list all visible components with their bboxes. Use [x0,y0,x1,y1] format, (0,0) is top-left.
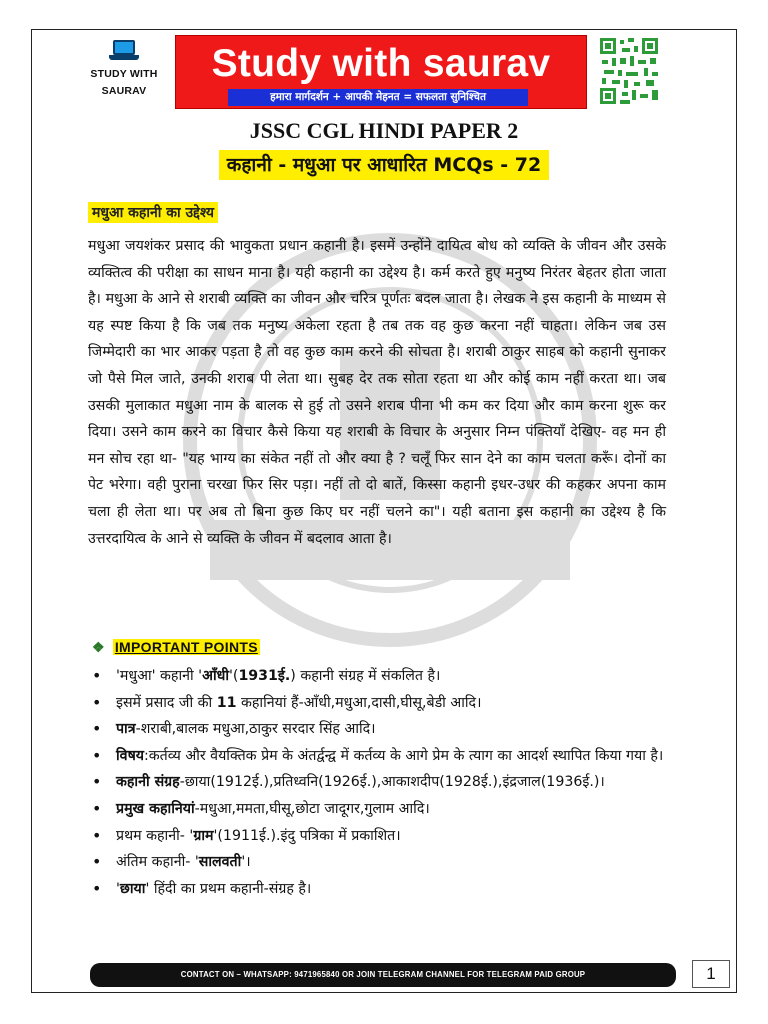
important-points-label: IMPORTANT POINTS [114,639,258,655]
banner-tagline: हमारा मार्गदर्शन + आपकी मेहनत = सफलता सुनिश्चित [228,89,528,106]
list-item: • पात्र-शराबी,बालक मधुआ,ठाकुर सरदार सिंह आदि। [92,716,672,743]
important-points-heading [92,639,260,656]
list-item: • 'मधुआ' कहानी 'आँधी'(1931ई.) कहानी संग्रह में संकलित है। [92,663,672,690]
star-bullet-icon: ❖ [92,639,105,655]
list-item: • अंतिम कहानी- 'सालवती'। [92,849,672,876]
brand-logo [88,36,160,106]
laptop-icon [109,40,139,62]
footer-contact-bar [90,963,676,987]
page-subtitle: कहानी - मधुआ पर आधारित MCQs - 72 [219,150,549,180]
banner-title: Study with saurav [211,42,551,85]
list-item: • 'छाया' हिंदी का प्रथम कहानी-संग्रह है। [92,876,672,903]
footer-contact-text: CONTACT ON – WHATSAPP: 9471965840 OR JOIN TELEGRAM CHANNEL FOR TELEGRAM PAID GROUP [180,970,586,979]
page-number: 1 [692,960,730,988]
body-paragraph: मधुआ जयशंकर प्रसाद की भावुकता प्रधान कहानी है। इसमें उन्होंने दायित्व बोध को व्यक्ति के जीवन और उसके व्यक्तित्व की परीक्षा का साधन माना है। यही कहानी का उद्देश्य है। कर्म करते हुए मनुष्य निरंतर बेहतर होता जाता है। मधुआ के आने से शराबी व्यक्ति का जीवन और चरित्र पूर्णतः बदल जाता है। लेखक ने इस कहानी के माध्यम से यह स्पष्ट किया है कि जब तक मनुष्य अकेला रहता है तब तक वह कुछ करना नहीं चाहता। लेकिन जब उस जिम्मेदारी का भार आकर पड़ता है तो वह कुछ काम करने की सोचता है। शराबी ठाकुर साहब को कहानी सुनाकर जो पैसे मिल जाते, उनकी शराब पी लेता था। सुबह देर तक सोता रहता था और कोई काम नहीं करता था। जब उसकी मुलाकात मधुआ नाम के बालक से हुई तो उसने शराब पीना भी कम कर दिया और काम करना शुरू कर दिया। उसने काम करने का विचार कैसे किया यह शराबी के विचार के अनुसार निम्न पंक्तियाँ देखिए- वह मन ही मन सोच रहा था- "यह भाग्य का संकेत नहीं तो और क्या है ? चलूँ फिर सान देने का काम चलता करूँ। दोनों का पेट भरेगा। वही पुराना चरखा फिर सिर पड़ा। नहीं तो दो बातें, किस्सा कहानी इधर-उधर की कहकर अपना काम चला ही लेता था। पर अब तो बिना कुछ किए घर नहीं चलने का"। यही बताना इस कहानी का उद्देश्य है कि उत्तरदायित्व के आने से व्यक्ति के जीवन में बदलाव आता है। [88,238,666,547]
header-banner [175,35,587,109]
qr-code-icon[interactable] [598,36,660,106]
section-heading: मधुआ कहानी का उद्देश्य [88,202,218,223]
important-points-list [92,663,672,902]
list-item: • प्रमुख कहानियां-मधुआ,ममता,घीसू,छोटा जादूगर,गुलाम आदि। [92,796,672,823]
list-item: • कहानी संग्रह-छाया(1912ई.),प्रतिध्वनि(1926ई.),आकाशदीप(1928ई.),इंद्रजाल(1936ई.)। [92,769,672,796]
list-item: • इसमें प्रसाद जी की 11 कहानियां हैं-आँधी,मधुआ,दासी,घीसू,बेडी आदि। [92,690,672,717]
logo-text-line1: STUDY WITH [90,68,158,80]
page-subtitle-wrap [0,150,768,180]
list-item: • विषय:कर्तव्य और वैयक्तिक प्रेम के अंतर्द्वन्द्व में कर्तव्य के आगे प्रेम के त्याग का आदर्श स्थापित किया गया है। [92,743,672,770]
page-title: JSSC CGL HINDI PAPER 2 [249,118,519,143]
list-item: • प्रथम कहानी- 'ग्राम'(1911ई.).इंदु पत्रिका में प्रकाशित। [92,823,672,850]
logo-text-line2: SAURAV [101,85,147,97]
